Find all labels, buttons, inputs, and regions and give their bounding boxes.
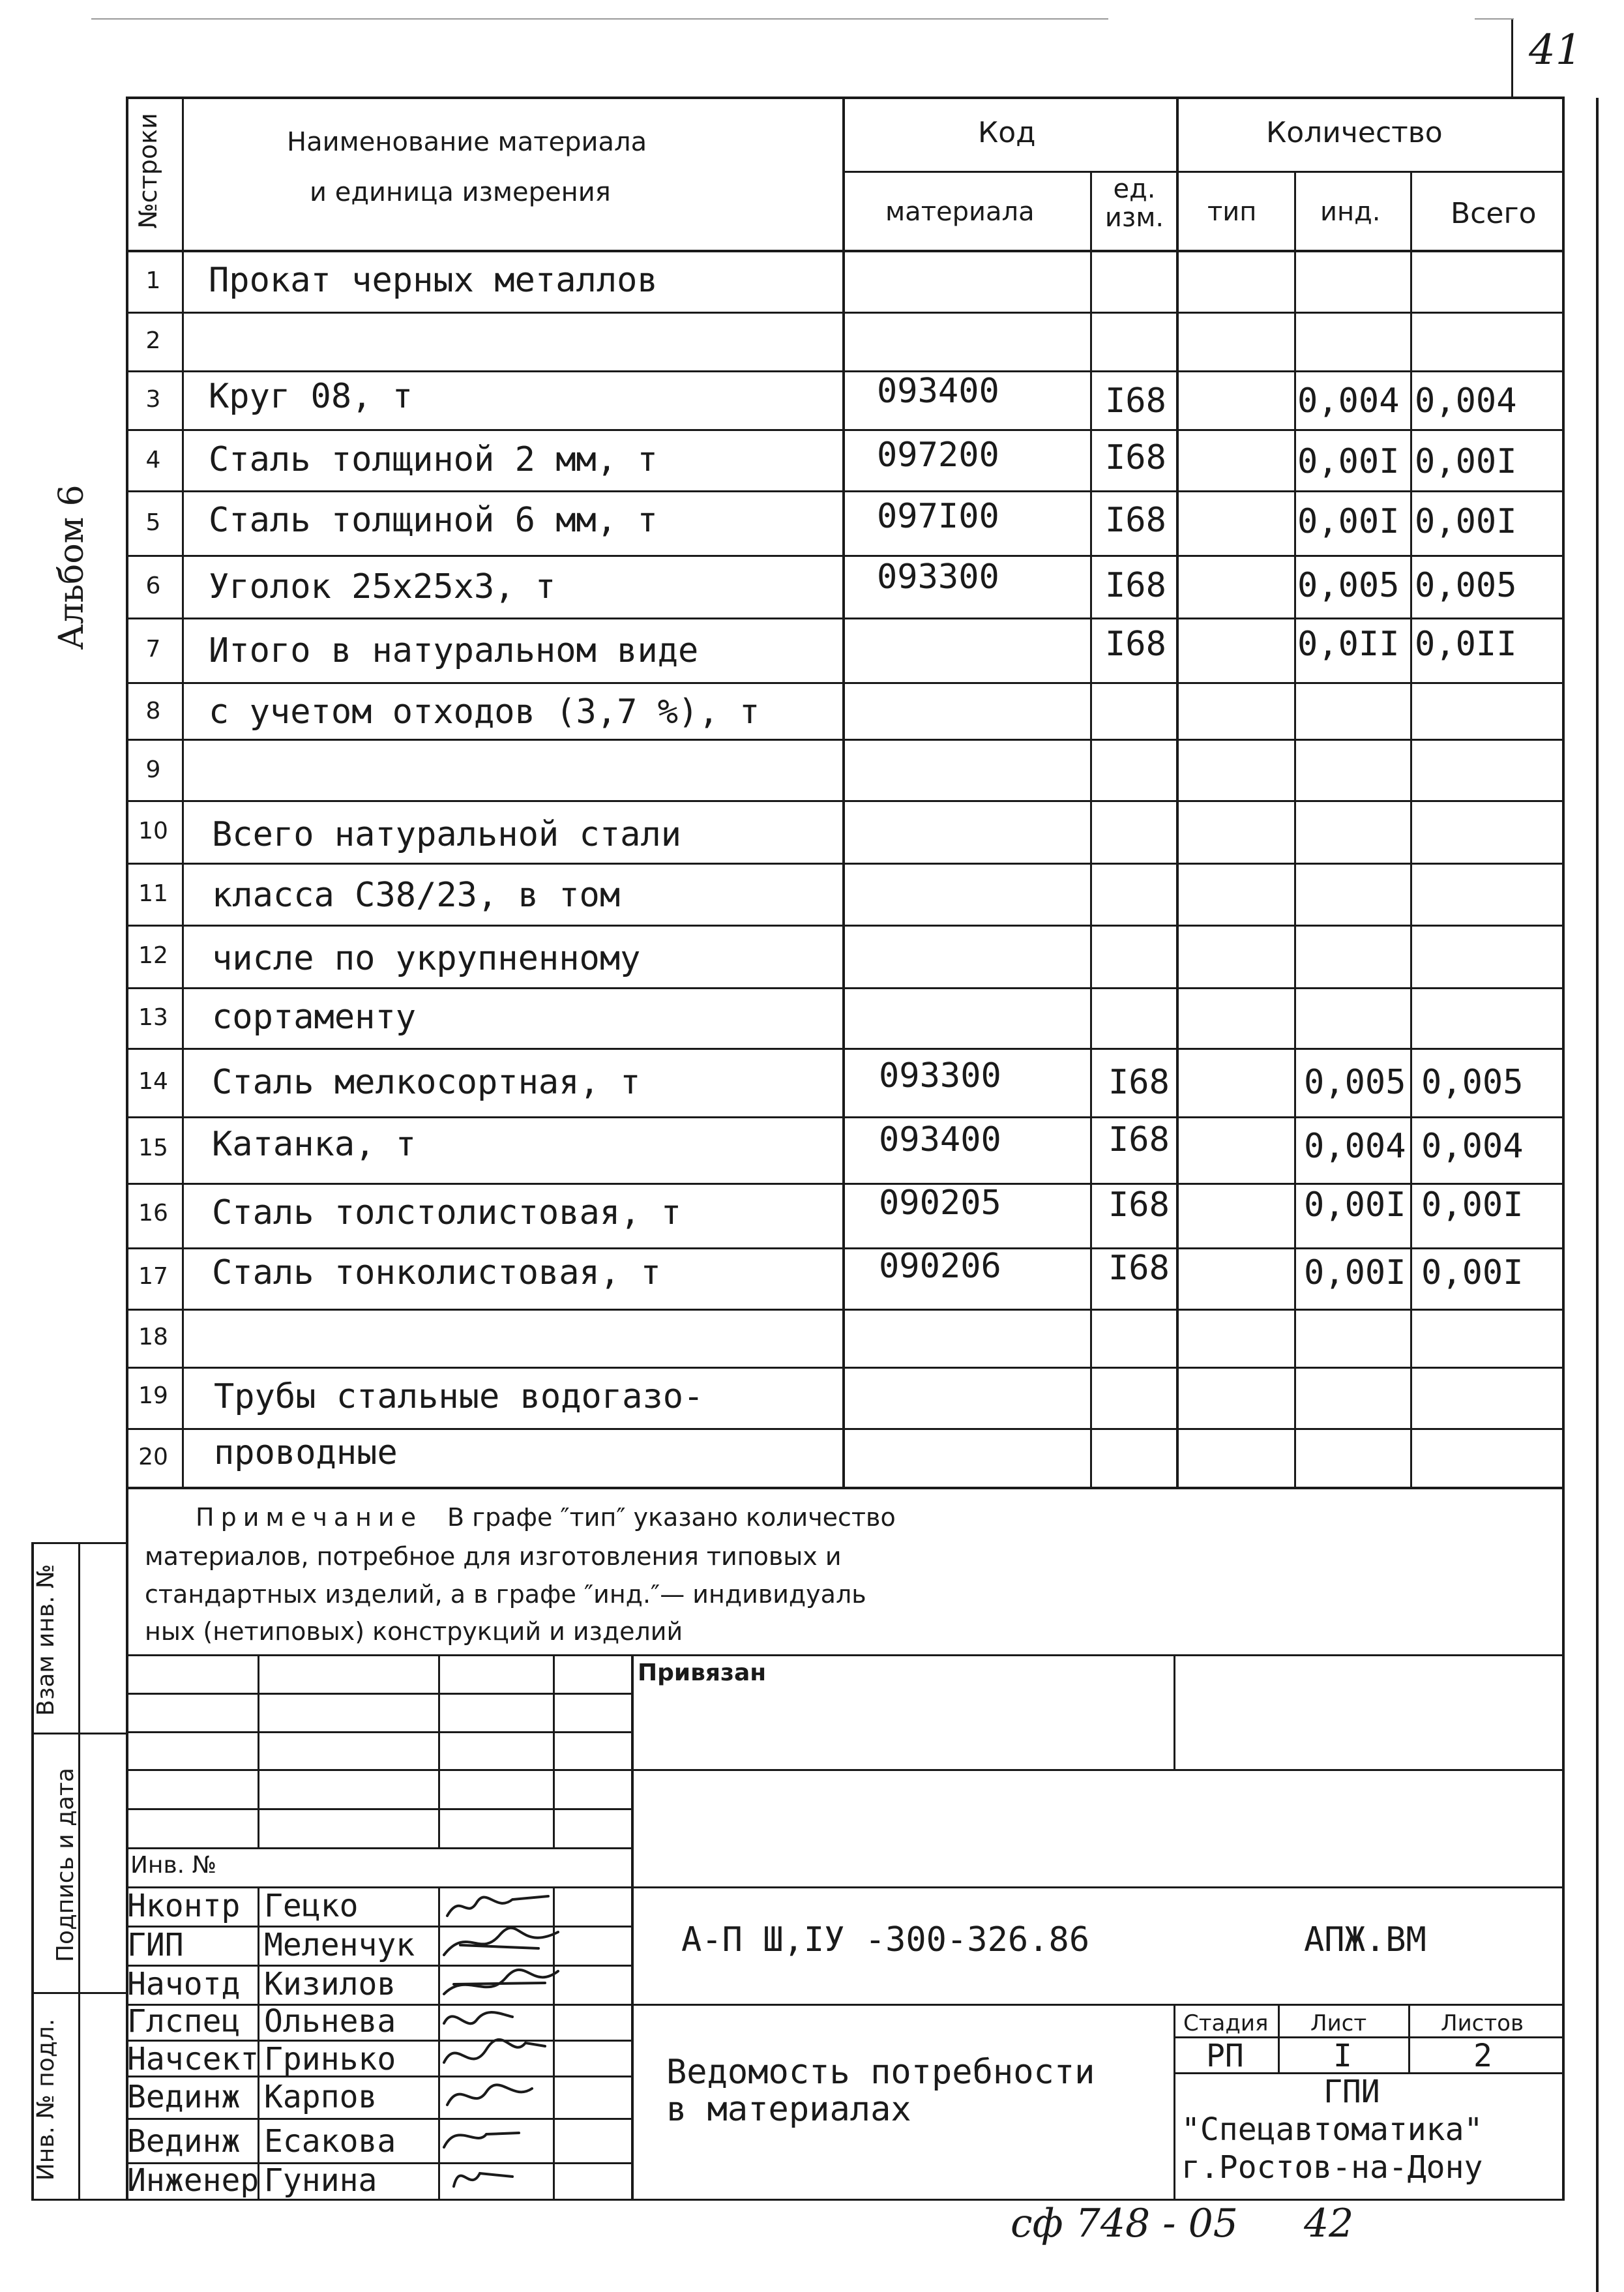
row-name: Трубы стальные водогазо- xyxy=(214,1377,704,1416)
row-number: 18 xyxy=(138,1324,168,1350)
row-number: 3 xyxy=(145,386,161,413)
person-name: Ольнева xyxy=(264,2003,396,2040)
header-quantity: Количество xyxy=(1266,116,1443,149)
signature-mark xyxy=(444,2133,519,2147)
row-ind: 0,005 xyxy=(1297,566,1400,605)
row-number: 20 xyxy=(138,1444,168,1470)
header-name: Наименование материала xyxy=(287,127,647,157)
doc-code: А-П Ш,IУ -300-326.86 xyxy=(681,1920,1090,1959)
row-code: 090206 xyxy=(879,1247,1001,1286)
row-code: 093300 xyxy=(879,1056,1001,1095)
stage-value: РП xyxy=(1206,2038,1244,2074)
person-name: Гунина xyxy=(264,2162,377,2199)
person-role: ГИП xyxy=(127,1927,184,1963)
side-label-podpis: Подпись и дата xyxy=(52,1767,79,1963)
row-name: числе по укрупненному xyxy=(212,939,641,978)
side-label-vzam: Взам инв. № xyxy=(33,1564,59,1716)
row-number: 13 xyxy=(138,1004,168,1031)
header-code-unit: ед. изм. xyxy=(1104,174,1164,233)
right-frame-line xyxy=(1596,98,1599,2292)
handwritten-signatures xyxy=(441,1886,630,2199)
row-unit: I68 xyxy=(1105,566,1166,605)
row-name: Сталь толстолистовая, т xyxy=(212,1193,682,1232)
row-name: Сталь толщиной 2 мм, т xyxy=(209,440,658,479)
row-unit: I68 xyxy=(1108,1120,1170,1159)
frame-right-lower xyxy=(1562,1487,1565,2200)
org-line1: ГПИ xyxy=(1323,2074,1380,2110)
row-ind: 0,00I xyxy=(1304,1185,1406,1225)
row-number: 16 xyxy=(138,1200,168,1227)
row-name: Всего натуральной стали xyxy=(212,815,682,854)
person-role: Глспец xyxy=(127,2003,241,2040)
row-total: 0,004 xyxy=(1415,381,1517,421)
note-line4: ных (нетиповых) конструкций и изделий xyxy=(145,1617,683,1646)
row-unit: I68 xyxy=(1105,438,1166,477)
row-ind: 0,00I xyxy=(1297,502,1400,541)
person-name: Кизилов xyxy=(264,1966,396,2002)
row-number: 10 xyxy=(138,818,168,844)
row-unit: I68 xyxy=(1105,625,1166,664)
doc-mark: АПЖ.ВМ xyxy=(1304,1920,1426,1959)
org-line3: г.Ростов-на-Дону xyxy=(1181,2149,1483,2186)
row-code: 093400 xyxy=(879,1120,1001,1159)
note-line1: В графе ″тип″ указано количество xyxy=(447,1503,896,1532)
col-line-code xyxy=(1090,171,1092,1488)
col-line-typ xyxy=(1294,171,1296,1488)
person-name: Меленчук xyxy=(264,1927,415,1963)
row-number: 7 xyxy=(145,636,161,662)
row-name: с учетом отходов (3,7 %), т xyxy=(209,692,760,732)
row-ind: 0,004 xyxy=(1304,1127,1406,1166)
col-line-unit xyxy=(1176,97,1179,1488)
person-name: Есакова xyxy=(264,2123,396,2160)
signature-mark xyxy=(444,2040,545,2062)
row-total: 0,00I xyxy=(1415,502,1517,541)
row-number: 4 xyxy=(145,447,161,473)
note-line2: материалов, потребное для изготовления типовых и xyxy=(145,1542,842,1571)
signature-mark xyxy=(444,1970,558,1994)
privyazan-label: Привязан xyxy=(638,1659,767,1686)
person-role: Вединж xyxy=(127,2079,241,2115)
person-name: Гецко xyxy=(264,1888,359,1924)
row-ind: 0,005 xyxy=(1304,1063,1406,1102)
row-number: 17 xyxy=(138,1263,168,1290)
table-top-border xyxy=(126,97,1565,99)
row-number: 6 xyxy=(145,573,161,599)
header-q-total: Всего xyxy=(1451,197,1537,230)
row-name: Круг 08, т xyxy=(209,377,413,416)
row-code: 093400 xyxy=(877,372,999,411)
row-name: проводные xyxy=(214,1433,398,1472)
sheet-label: Лист xyxy=(1310,2010,1367,2036)
person-role: Инженер xyxy=(127,2162,259,2199)
signature-mark xyxy=(447,2085,532,2105)
row-unit: I68 xyxy=(1108,1185,1170,1225)
row-name: Уголок 25х25х3, т xyxy=(209,567,556,606)
header-name-line2: и единица измерения xyxy=(310,177,611,207)
header-q-typ: тип xyxy=(1207,197,1257,227)
row-total: 0,005 xyxy=(1415,566,1517,605)
header-bottom-line xyxy=(126,250,1565,252)
row-ind: 0,00I xyxy=(1304,1253,1406,1292)
table-right-border xyxy=(1562,97,1565,1487)
row-unit: I68 xyxy=(1108,1249,1170,1288)
row-name: Сталь тонколистовая, т xyxy=(212,1253,661,1292)
row-number: 11 xyxy=(138,880,168,907)
header-row-no: №строки xyxy=(134,113,162,229)
row-code: 090205 xyxy=(879,1183,1001,1223)
row-code: 093300 xyxy=(877,558,999,597)
doc-title-line2: в материалах xyxy=(666,2090,911,2129)
row-name: Прокат черных металлов xyxy=(209,261,658,300)
org-line2: "Спецавтоматика" xyxy=(1181,2111,1483,2148)
row-ind: 0,00I xyxy=(1297,442,1400,481)
row-total: 0,00I xyxy=(1421,1185,1524,1225)
row-number: 9 xyxy=(145,756,161,783)
person-name: Гринько xyxy=(264,2041,396,2077)
sheets-value: 2 xyxy=(1473,2038,1492,2074)
row-number: 12 xyxy=(138,942,168,969)
row-number: 8 xyxy=(145,698,161,724)
person-role: Начсект xyxy=(127,2041,259,2077)
header-q-ind: инд. xyxy=(1320,197,1381,227)
row-number: 19 xyxy=(138,1382,168,1409)
table-bottom-border xyxy=(126,1487,1565,1489)
stage-label: Стадия xyxy=(1183,2010,1269,2036)
row-unit: I68 xyxy=(1105,381,1166,421)
footer-page: 42 xyxy=(1304,2201,1354,2246)
note-heading: Примечание xyxy=(196,1503,423,1532)
page-number: 41 xyxy=(1529,26,1582,74)
top-edge-line xyxy=(91,18,1108,20)
col-line-name xyxy=(842,97,845,1488)
person-role: Нконтр xyxy=(127,1888,241,1924)
sheets-label: Листов xyxy=(1441,2010,1524,2036)
row-number: 15 xyxy=(138,1135,168,1161)
header-code-material: материала xyxy=(885,197,1035,227)
doc-title-line1: Ведомость потребности xyxy=(666,2053,1095,2092)
signature-mark xyxy=(444,2012,512,2023)
person-role: Вединж xyxy=(127,2123,241,2160)
signature-mark xyxy=(454,2173,512,2186)
col-line-ind xyxy=(1410,171,1412,1488)
row-number: 14 xyxy=(138,1068,168,1095)
row-number: 2 xyxy=(145,327,161,354)
row-name: Катанка, т xyxy=(212,1125,417,1164)
row-number: 5 xyxy=(145,509,161,536)
row-code: 097I00 xyxy=(877,497,999,536)
footer-code: сф 748 - 05 xyxy=(1011,2201,1238,2246)
row-total: 0,00I xyxy=(1415,442,1517,481)
row-total: 0,0II xyxy=(1415,625,1517,664)
row-total: 0,00I xyxy=(1421,1253,1524,1292)
row-unit: I68 xyxy=(1108,1063,1170,1102)
row-name: класса С38/23, в том xyxy=(212,876,621,915)
row-ind: 0,004 xyxy=(1297,381,1400,421)
signature-mark xyxy=(444,1928,558,1955)
side-label-inv-podl: Инв. № подл. xyxy=(33,2018,59,2181)
person-role: Начотд xyxy=(127,1966,241,2002)
row-total: 0,005 xyxy=(1421,1063,1524,1102)
signature-mark xyxy=(447,1896,548,1916)
row-total: 0,004 xyxy=(1421,1127,1524,1166)
album-label: Альбом 6 xyxy=(52,484,91,650)
row-name: сортаменту xyxy=(212,998,417,1037)
row-name: Итого в натуральном виде xyxy=(209,631,699,670)
page-number-divider xyxy=(1511,20,1513,98)
row-name: Сталь толщиной 6 мм, т xyxy=(209,501,658,540)
row-unit: I68 xyxy=(1105,501,1166,540)
row-number: 1 xyxy=(145,267,161,294)
person-name: Карпов xyxy=(264,2079,377,2115)
row-name: Сталь мелкосортная, т xyxy=(212,1063,641,1102)
header-code: Код xyxy=(978,116,1036,149)
inv-no-label: Инв. № xyxy=(130,1852,217,1879)
table-left-border xyxy=(126,97,128,1501)
top-edge-line-right xyxy=(1475,18,1514,20)
row-ind: 0,0II xyxy=(1297,625,1400,664)
note-line3: стандартных изделий, а в графе ″инд.″— индивидуаль xyxy=(145,1580,866,1609)
sheet-value: I xyxy=(1333,2038,1352,2074)
row-code: 097200 xyxy=(877,436,999,475)
